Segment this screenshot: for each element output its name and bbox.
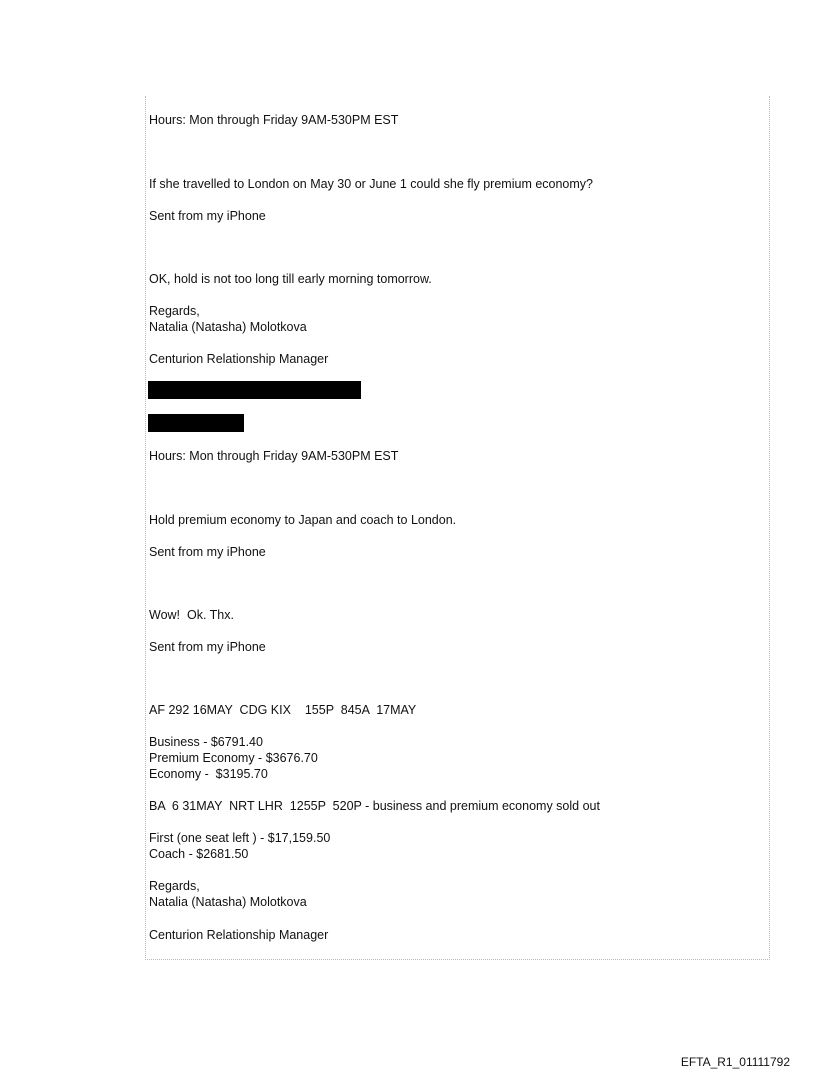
- signature-name: Natalia (Natasha) Molotkova: [149, 895, 307, 909]
- fare-line: Premium Economy - $3676.70: [149, 751, 318, 765]
- fare-line: First (one seat left ) - $17,159.50: [149, 831, 331, 845]
- hours-text: Hours: Mon through Friday 9AM-530PM EST: [149, 113, 399, 127]
- signature-regards: Regards,: [149, 304, 200, 318]
- signature-regards: Regards,: [149, 879, 200, 893]
- signature-title: Centurion Relationship Manager: [149, 928, 329, 942]
- sent-from-iphone: Sent from my iPhone: [149, 545, 266, 559]
- fare-line: Business - $6791.40: [149, 735, 263, 749]
- message-text: OK, hold is not too long till early morning tomorrow.: [149, 272, 432, 286]
- sent-from-iphone: Sent from my iPhone: [149, 209, 266, 223]
- fare-line: Coach - $2681.50: [149, 847, 249, 861]
- flight-line: AF 292 16MAY CDG KIX 155P 845A 17MAY: [149, 703, 417, 717]
- sent-from-iphone: Sent from my iPhone: [149, 640, 266, 654]
- message-text: If she travelled to London on May 30 or June 1 could she fly premium economy?: [149, 177, 594, 191]
- signature-name: Natalia (Natasha) Molotkova: [149, 320, 307, 334]
- signature-title: Centurion Relationship Manager: [149, 352, 329, 366]
- redaction-block: [148, 381, 361, 399]
- fare-line: Economy - $3195.70: [149, 767, 268, 781]
- message-text: Hold premium economy to Japan and coach to London.: [149, 513, 457, 527]
- message-text: Wow! Ok. Thx.: [149, 608, 234, 622]
- hours-text: Hours: Mon through Friday 9AM-530PM EST: [149, 449, 399, 463]
- flight-line: BA 6 31MAY NRT LHR 1255P 520P - business and premium economy sold out: [149, 799, 600, 813]
- document-id: EFTA_R1_01111792: [680, 1055, 790, 1069]
- redaction-block: [148, 414, 244, 432]
